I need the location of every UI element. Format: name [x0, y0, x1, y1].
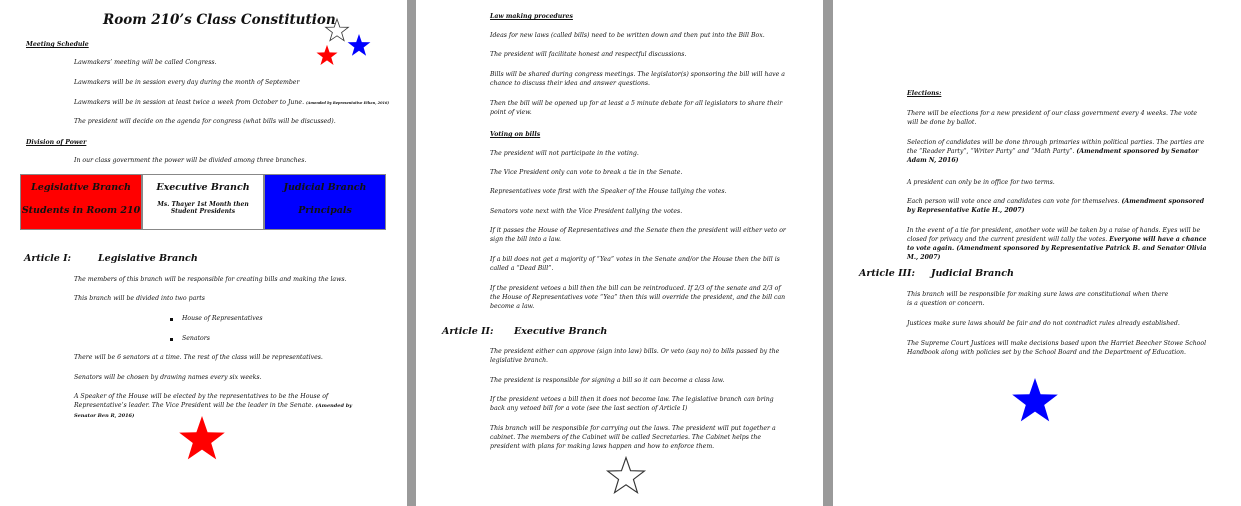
amendment-note: (Amendment sponsored by Senator Adam N, 2016)	[907, 148, 1199, 164]
voting-line: The president will not participate in the voting.	[490, 150, 639, 157]
branch-title: Judicial Branch	[283, 182, 367, 193]
article-1-title: Legislative Branch	[98, 253, 198, 264]
voting-line: If the president vetoes a bill then the bill can be reintroduced. If 2/3 of the senate and 2/3 of the House of Representatives vote “Yea” then this will override the president, and the bill can become a law.	[490, 285, 786, 310]
branch-members: Ms. Thayer 1st Month then Student Presidents	[157, 201, 249, 215]
article-2-line: If the president vetoes a bill then it does not become law. The legislative branch can bring back any vetoed bill for a vote (see the last section of Article I)	[490, 396, 774, 412]
lawmaking-line: The president will facilitate honest and respectful discussions.	[490, 51, 687, 58]
lawmaking-heading: Law making procedures	[490, 13, 573, 20]
amendment-note: (Amended by Representative Ethan, 2016)	[306, 101, 390, 105]
division-text: In our class government the power will be divided among three branches.	[74, 157, 307, 164]
article-3-line: This branch will be responsible for making sure laws are constitutional when there is a question or concern.	[907, 291, 1169, 307]
voting-line: If it passes the House of Representatives and the Senate then the president will either veto or sign the bill into a law.	[490, 227, 786, 243]
bullet-item: House of Representatives	[182, 315, 263, 322]
amendment-note: (Amendment sponsored by Representative Katie H., 2007)	[907, 198, 1205, 214]
voting-line: The Vice President only can vote to break a tie in the Senate.	[490, 169, 683, 176]
star-red-icon	[315, 44, 339, 68]
article-1-line: The members of this branch will be responsible for creating bills and making the laws.	[74, 276, 347, 283]
lawmaking-line: Ideas for new laws (called bills) need to be written down and then put into the Bill Box.	[490, 32, 765, 39]
bullet-icon	[170, 318, 173, 321]
page-3	[833, 0, 1241, 506]
elections-line: In the event of a tie for president, another vote will be taken by a raise of hands. Eyes will be closed for privacy and the current president will tally the votes. Everyone will have a chance to vote again. (Amendment sponsored by Representative Patrick B. and Senator Olivia M., 2007)	[907, 227, 1207, 261]
star-blue-icon	[346, 33, 372, 59]
division-heading: Division of Power	[26, 139, 87, 146]
article-1-line: There will be 6 senators at a time. The rest of the class will be representatives.	[74, 354, 323, 361]
article-1-number: Article I:	[24, 253, 72, 264]
article-2-line: The president is responsible for signing a bill so it can become a class law.	[490, 377, 725, 384]
article-3-title: Judicial Branch	[931, 268, 1014, 279]
branch-box-judicial	[264, 174, 386, 230]
article-1-line: This branch will be divided into two parts	[74, 295, 205, 302]
page-1	[0, 0, 407, 506]
article-3-line: The Supreme Court Justices will make decisions based upon the Harriet Beecher Stowe School Handbook along with policies set by the School Board and the Department of Education.	[907, 340, 1207, 356]
elections-heading: Elections:	[907, 90, 942, 97]
article-1-line: Senators will be chosen by drawing names every six weeks.	[74, 374, 262, 381]
branch-box-executive	[142, 174, 264, 230]
article-2-title: Executive Branch	[514, 326, 608, 337]
bullet-item: Senators	[182, 335, 210, 342]
branch-members: Principals	[298, 205, 352, 216]
elections-line: There will be elections for a new president of our class government every 4 weeks. The vote will be done by ballot.	[907, 110, 1198, 126]
article-2-number: Article II:	[442, 326, 494, 337]
voting-line: If a bill does not get a majority of “Yea” votes in the Senate and/or the House then the bill is called a “Dead Bill”.	[490, 256, 780, 272]
branch-members: Students in Room 210	[21, 205, 141, 216]
document-title: Room 210’s Class Constitution	[103, 12, 336, 28]
article-3-line: Justices make sure laws should be fair and do not contradict rules already established.	[907, 320, 1180, 327]
branch-box-legislative	[20, 174, 142, 230]
voting-line: Senators vote next with the Vice President tallying the votes.	[490, 208, 683, 215]
amendment-note: (Amended by Senator Ben R, 2016)	[74, 403, 353, 419]
elections-line: Selection of candidates will be done through primaries within political parties. The parties are the “Reader Party”, “Writer Party” and “Math Party”. (Amendment sponsored by Senator Adam N, 2016)	[907, 139, 1205, 164]
meeting-heading: Meeting Schedule	[26, 41, 89, 48]
lawmaking-line: Bills will be shared during congress meetings. The legislator(s) sponsoring the bill will have a chance to discuss their idea and answer questions.	[490, 71, 785, 87]
voting-heading: Voting on bills	[490, 131, 541, 138]
branch-title: Legislative Branch	[31, 182, 131, 193]
lawmaking-line: Then the bill will be opened up for at least a 5 minute debate for all legislators to share their point of view.	[490, 100, 783, 116]
page-2	[416, 0, 823, 506]
article-2-line: This branch will be responsible for carrying out the laws. The president will put together a cabinet. The members of the Cabinet will be called Secretaries. The Cabinet helps the president with plans for making laws happen and how to enforce them.	[490, 425, 776, 450]
amendment-note: Everyone will have a chance to vote again. (Amendment sponsored by Representative Patrick B. and Senator Olivia M., 2007)	[907, 236, 1207, 261]
meeting-line: Lawmakers will be in session at least twice a week from October to June. (Amended by Representative Ethan, 2016)	[74, 99, 390, 106]
voting-line: Representatives vote first with the Speaker of the House tallying the votes.	[490, 188, 727, 195]
article-3-number: Article III:	[859, 268, 915, 279]
meeting-line: The president will decide on the agenda for congress (what bills will be discussed).	[74, 118, 336, 125]
star-blue-icon	[1009, 376, 1061, 428]
branch-title: Executive Branch	[156, 182, 250, 193]
speaker-paragraph: A Speaker of the House will be elected by the representatives to be the House of Representative’s leader. The Vice President will be the leader in the Senate. (Amended by Senator Ben R, 2016)	[74, 393, 353, 419]
elections-line: Each person will vote once and candidates can vote for themselves. (Amendment sponsored by Representative Katie H., 2007)	[907, 198, 1205, 214]
article-2-line: The president either can approve (sign into law) bills. Or veto (say no) to bills passed by the legislative branch.	[490, 348, 780, 364]
elections-line: A president can only be in office for two terms.	[907, 179, 1055, 186]
star-outline-icon	[605, 456, 647, 498]
meeting-line: Lawmakers’ meeting will be called Congress.	[74, 59, 217, 66]
meeting-line: Lawmakers will be in session every day during the month of September	[74, 79, 300, 86]
star-red-icon	[176, 414, 228, 466]
bullet-icon	[170, 338, 173, 341]
